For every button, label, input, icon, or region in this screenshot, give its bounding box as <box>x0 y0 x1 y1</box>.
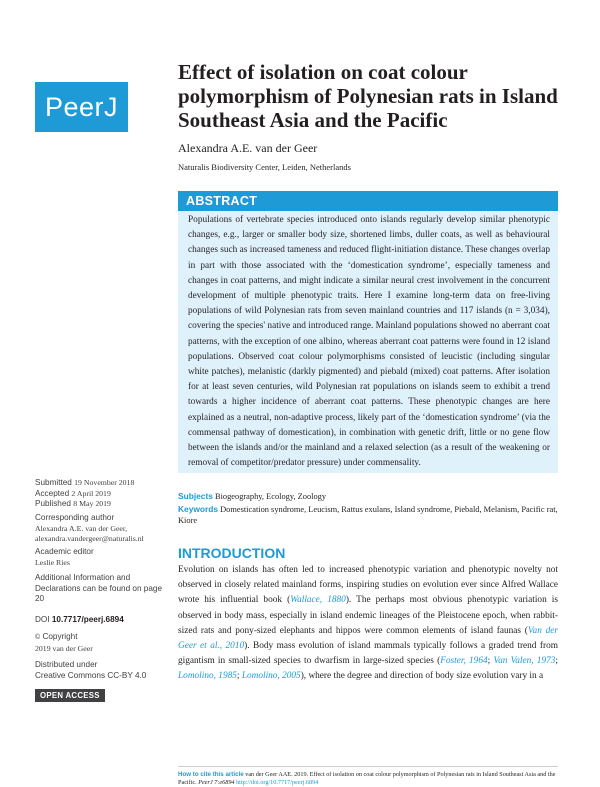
article-title: Effect of isolation on coat colour polymorphism of Polynesian rats in Island Southeast Asia and the Pacific <box>178 60 558 132</box>
journal-ref: PeerJ 7:e6894 <box>198 779 235 786</box>
footer-divider <box>178 766 558 767</box>
citation-link[interactable]: Van Valen, 1973 <box>493 656 556 667</box>
abstract-text: Populations of vertebrate species introduced onto islands regularly develop similar phenotypic changes, e.g., larger or smaller body size, shortened limbs, duller coats, as well as behavioural changes such as increased tameness and reduced flight-initiation distance. These changes overlap in part with those associated with the ‘domestication syndrome’, especially tameness and changes in coat patterns, and might indicate a similar neural crest involvement in the concurrent development of multiple phenotypic traits. Here I examine long-term data on free-living populations of wild Polynesian rats from seven mainland countries and 117 islands (n = 3,034), covering the species' native and introduced range. Mainland populations showed no aberrant coat patterns, with the exception of one albino, whereas aberrant coat patterns were found in 12 island populations. Observed coat colour polymorphisms consisted of leucistic (including singular white patches), melanistic (darkly pigmented) and piebald (mixed) coat patterns. After isolation for at least seven centuries, wild Polynesian rat populations on islands seem to exhibit a trend towards a higher incidence of aberrant coat patterns. These phenotypic changes are here explained as a neutral, non-adaptive process, likely part of the ‘domestication syndrome’ (via the commensal pathway of domestication), in combination with genetic drift, little or no gene flow between the islands and/or the mainland and a relaxed selection (as a result of the weakening or removal of competitor/predator pressure) under commensality. <box>188 215 550 469</box>
article-dates <box>35 478 170 510</box>
subjects-label: Subjects <box>178 491 213 501</box>
academic-editor-label: Academic editor <box>35 547 94 556</box>
copyright-value: 2019 van der Geer <box>35 643 93 653</box>
citation-link[interactable]: Foster, 1964 <box>440 656 488 667</box>
accepted-date <box>35 489 170 500</box>
academic-editor <box>35 547 170 568</box>
accepted-label: Accepted <box>35 488 70 498</box>
open-access-badge: OPEN ACCESS <box>35 689 105 702</box>
corresponding-author-label: Corresponding author <box>35 513 115 522</box>
subjects <box>178 491 558 502</box>
submitted-date <box>35 478 170 489</box>
distributed-label: Distributed under <box>35 660 98 669</box>
affiliation: Naturalis Biodiversity Center, Leiden, Netherlands <box>178 162 351 172</box>
submitted-value: 19 November 2018 <box>74 478 135 487</box>
peerj-logo[interactable]: PeerJ <box>35 82 128 132</box>
author-name: Alexandra A.E. van der Geer <box>178 141 318 155</box>
citation-link[interactable]: Lomolino, 1985 <box>178 671 237 682</box>
license-name[interactable]: Creative Commons CC-BY 4.0 <box>35 670 147 680</box>
keywords-value: Domestication syndrome, Leucism, Rattus exulans, Island syndrome, Piebald, Melanism, Pacific rat, Kiore <box>178 505 558 525</box>
doi-value: 10.7717/peerj.6894 <box>51 615 124 624</box>
how-to-cite-text: van der Geer AAE. 2019. Effect of isolation on coat colour polymorphism of Polynesian rats in Island Southeast Asia and the Pacific. <box>178 771 556 786</box>
copyright <box>35 632 170 654</box>
doi[interactable] <box>35 615 170 626</box>
citation-link[interactable]: Lomolino, 2005 <box>241 671 301 682</box>
doi-link[interactable]: http://doi.org/10.7717/peerj.6894 <box>236 779 319 786</box>
doi-label: DOI <box>35 615 50 624</box>
published-label: Published <box>35 499 71 508</box>
introduction-heading: INTRODUCTION <box>178 545 286 561</box>
submitted-label: Submitted <box>35 478 72 487</box>
corresponding-author-name: Alexandra A.E. van der Geer, <box>35 523 128 533</box>
keywords <box>178 504 558 526</box>
how-to-cite-label: How to cite this article <box>178 771 244 778</box>
introduction-text: Evolution on islands has often led to increased phenotypic variation and phenotypic novelty not observed in closely related mainland forms, inspiring studies on evolution ever since Alfred Wallace wrote his influential book (Wallace, 1880). The perhaps most obvious phenotypic variation is observed in body mass, especially in island endemic lineages of the Pleistocene epoch, when rabbit-sized rats and pony-sized elephants and hippos were common elements of island faunas (Van der Geer et al., 2010). Body mass evolution of island mammals typically follows a graded trend from gigantism in small-sized species to dwarfism in large-sized species (Foster, 1964; Van Valen, 1973; Lomolino, 1985; Lomolino, 2005), where the degree and direction of body size evolution vary in a <box>178 565 559 682</box>
license <box>35 660 170 681</box>
citation-link[interactable]: Wallace, 1880 <box>290 595 346 606</box>
citation-link[interactable]: Van der Geer et al., 2010 <box>178 625 559 652</box>
accepted-value: 2 April 2019 <box>71 488 111 498</box>
keywords-label: Keywords <box>178 504 219 514</box>
copyright-label: Copyright <box>42 632 78 641</box>
additional-information: Additional Information and Declarations can be found on page 20 <box>35 573 162 603</box>
copyright-icon: © <box>35 634 41 641</box>
published-date <box>35 499 170 510</box>
corresponding-author <box>35 513 170 545</box>
abstract-heading: ABSTRACT <box>178 191 558 211</box>
corresponding-author-email[interactable]: alexandra.vandergeer@naturalis.nl <box>35 534 144 543</box>
subjects-value: Biogeography, Ecology, Zoology <box>215 492 327 501</box>
academic-editor-name: Leslie Ries <box>35 557 70 567</box>
published-value: 8 May 2019 <box>73 499 111 508</box>
how-to-cite <box>178 771 558 787</box>
